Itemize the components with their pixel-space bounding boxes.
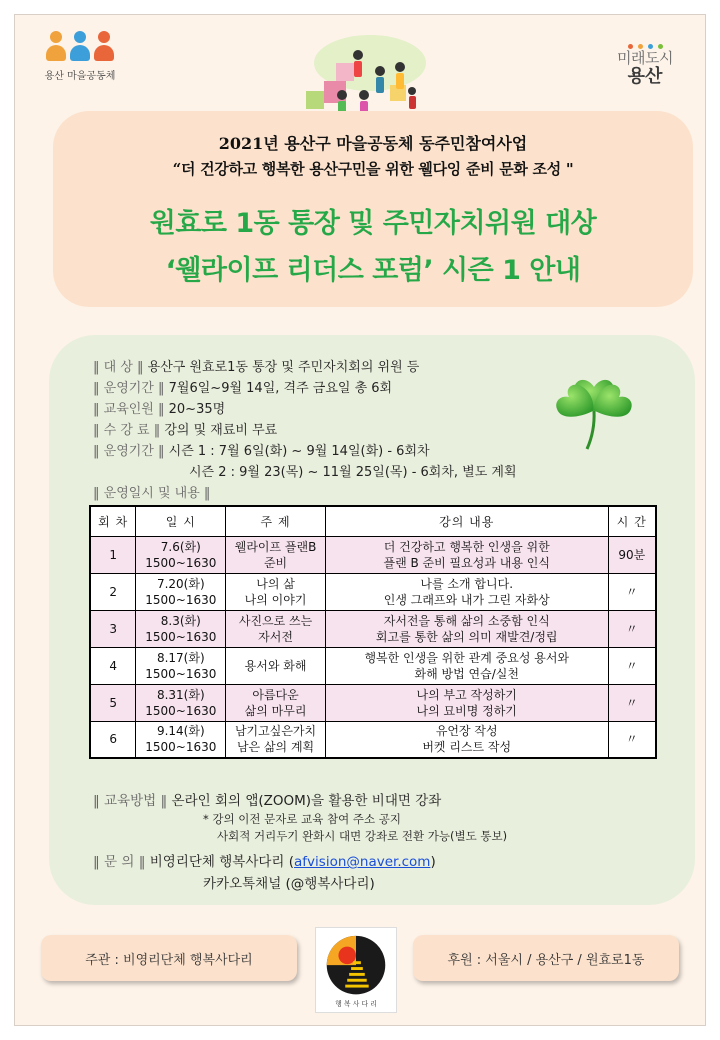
sponsor-text: 후원 : 서울시 / 용산구 / 원효로1동 xyxy=(447,952,645,968)
title-box xyxy=(53,111,693,307)
logo-right-line2: 용산 xyxy=(627,66,663,87)
people-icon xyxy=(35,29,125,65)
contact-info: ‖ 문 의 ‖ 비영리단체 행복사다리 (afvision@naver.com) 카카오톡채널 (@행복사다리) xyxy=(93,851,436,895)
logo-left-text: 용산 마을공동체 xyxy=(44,71,116,82)
host-text: 주관 : 비영리단체 행복사다리 xyxy=(85,952,253,968)
info-season2: 시즌 2 : 9월 23(목) ~ 11월 25일(목) - 6회차, 별도 계획 xyxy=(189,465,517,480)
header-no: 회 차 xyxy=(90,506,136,536)
table-row: 4 8.17(화) 1500~1630 용서와 화해 행복한 인생을 위한 관계 중요성 용서와 화해 방법 연습/실천 〃 xyxy=(90,647,656,684)
header-topic: 주 제 xyxy=(226,506,326,536)
poster xyxy=(14,14,706,1026)
kakao-channel: 카카오톡채널 (@행복사다리) xyxy=(203,876,375,892)
info-period: ‖ 운영기간 ‖ 7월6일~9월 14일, 격주 금요일 총 6회 xyxy=(93,381,393,396)
sponsor-box xyxy=(413,935,679,981)
table-row: 6 9.14(화) 1500~1630 남기고싶은가치 남은 삶의 계획 유언장 작성 버켓 리스트 작성 〃 xyxy=(90,721,656,758)
email-link[interactable]: afvision@naver.com xyxy=(294,854,431,870)
header-time: 시 간 xyxy=(608,506,656,536)
info-people: ‖ 교육인원 ‖ 20~35명 xyxy=(93,402,226,417)
info-box xyxy=(49,335,695,905)
future-city-yongsan-logo xyxy=(599,35,691,87)
info-fee: ‖ 수 강 료 ‖ 강의 및 재료비 무료 xyxy=(93,423,278,438)
table-row: 5 8.31(화) 1500~1630 아름다운 삶의 마무리 나의 부고 작성하기 나의 묘비명 정하기 〃 xyxy=(90,684,656,721)
info-target: ‖ 대 상 ‖ 용산구 원효로1동 통장 및 주민자치회의 위원 등 xyxy=(93,360,420,375)
method-note: * 강의 이전 문자로 교육 참여 주소 공지 사회적 거리두기 완화시 대면 강좌로 전환 가능(별도 통보) xyxy=(203,812,508,843)
header-content: 강의 내용 xyxy=(325,506,608,536)
title-main2: ‘웰라이프 리더스 포럼’ 시즌 1 안내 xyxy=(165,255,581,286)
logo-dots-icon xyxy=(599,35,691,49)
table-row: 3 8.3(화) 1500~1630 사진으로 쓰는 자서전 자서전을 통해 삶의 소중함 인식 회고를 통한 삶의 의미 재발견/정립 〃 xyxy=(90,610,656,647)
table-header-row xyxy=(90,506,656,536)
happy-ladder-emblem-icon xyxy=(315,927,397,1013)
yongsan-community-logo xyxy=(35,29,125,82)
title-main1: 원효로 1동 통장 및 주민자치위원 대상 xyxy=(149,208,597,239)
title-sub1: 2021년 용산구 마을공동체 동주민참여사업 xyxy=(218,134,528,153)
info-season1: ‖ 운영기간 ‖ 시즌 1 : 7월 6일(화) ~ 9월 14일(화) - 6회차 xyxy=(93,444,430,459)
info-lines xyxy=(93,357,593,504)
host-box xyxy=(41,935,297,981)
schedule-table xyxy=(89,505,657,759)
table-row: 1 7.6(화) 1500~1630 웰라이프 플랜B 준비 더 건강하고 행복한 인생을 위한 플랜 B 준비 필요성과 내용 인식 90분 xyxy=(90,536,656,573)
title-sub2: “더 건강하고 행복한 용산구민을 위한 웰다잉 준비 문화 조성 " xyxy=(172,160,574,178)
svg-text:행 복 사 다 리: 행 복 사 다 리 xyxy=(335,1000,377,1009)
table-row: 2 7.20(화) 1500~1630 나의 삶 나의 이야기 나를 소개 합니다. 인생 그래프와 내가 그린 자화상 〃 xyxy=(90,573,656,610)
info-schedule-label: ‖ 운영일시 및 내용 ‖ xyxy=(93,486,211,501)
header-date: 일 시 xyxy=(136,506,226,536)
logo-right-line1: 미래도시 xyxy=(617,49,673,67)
clover-icon xyxy=(549,365,639,455)
education-method: ‖ 교육방법 ‖ 온라인 회의 앱(ZOOM)을 활용한 비대면 강좌 xyxy=(93,793,442,809)
